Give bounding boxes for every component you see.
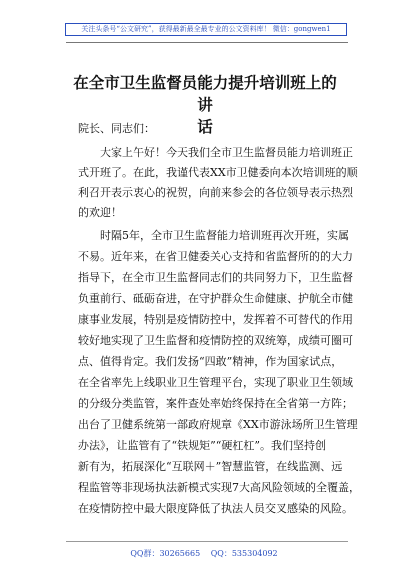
text-line: 新有为，拓展深化“互联网＋”智慧监管，在线监测、远 <box>78 460 343 473</box>
text-line: 指导下，在全市卫生监督同志们的共同努力下，卫生监督 <box>78 271 353 284</box>
title-line-1: 在全市卫生监督员能力提升培训班上的讲 <box>73 73 337 114</box>
footer-divider <box>66 541 348 542</box>
text-line: 负重前行、砥砺奋进，在守护群众生命健康、护航全市健 <box>78 292 353 305</box>
text-line: 的欢迎！ <box>78 206 122 219</box>
text-line: 办法》，让监管有了“铁规矩”“硬杠杠”。我们坚持创 <box>78 439 326 452</box>
text-line: 的分级分类监管，案件查处率始终保持在全省第一方阵； <box>78 397 353 410</box>
footer-qq: QQ：535304092 <box>210 549 278 558</box>
text-line: 不易。近年来，在省卫健委关心支持和省监督所的的大力 <box>78 250 353 263</box>
text-line: 时隔5年，全市卫生监督能力培训班再次开班，实属 <box>100 229 349 242</box>
text-line: 程监管等非现场执法新模式实现7大高风险领域的全覆盖， <box>78 481 360 494</box>
text-line: 利召开表示衷心的祝贺，向前来参会的各位领导表示热烈 <box>78 186 353 199</box>
text-line: 式开班了。在此，我谨代表XX市卫健委向本次培训班的顺 <box>78 166 358 179</box>
footer-qq-group: QQ群：30265665 <box>130 549 201 558</box>
text-line: 在疫情防控中最大限度降低了执法人员交叉感染的风险。 <box>78 502 353 515</box>
text-line: 在全省率先上线职业卫生管理平台，实现了职业卫生领域 <box>78 376 353 389</box>
salutation: 院长、同志们： <box>78 122 155 135</box>
text-line: 出台了卫健系统第一部政府规章《XX市游泳场所卫生管理 <box>78 418 358 431</box>
text-line: 大家上午好！今天我们全市卫生监督员能力培训班正 <box>100 146 353 159</box>
text-line: 康事业发展，特别是疫情防控中，发挥着不可替代的作用 <box>78 313 353 326</box>
text-line: 较好地实现了卫生监督和疫情防控的双统筹，成绩可圈可 <box>78 334 353 347</box>
promo-banner[interactable]: 关注头条号“公文研究”，获得最新最全最专业的公文资料库！ 微信：gongwen1 <box>65 23 347 36</box>
text-line: 点、值得肯定。我们发扬“四敢”精神，作为国家试点， <box>78 355 343 368</box>
title-line-2: 话 <box>197 117 213 136</box>
footer <box>0 548 408 559</box>
header-divider <box>66 42 348 43</box>
